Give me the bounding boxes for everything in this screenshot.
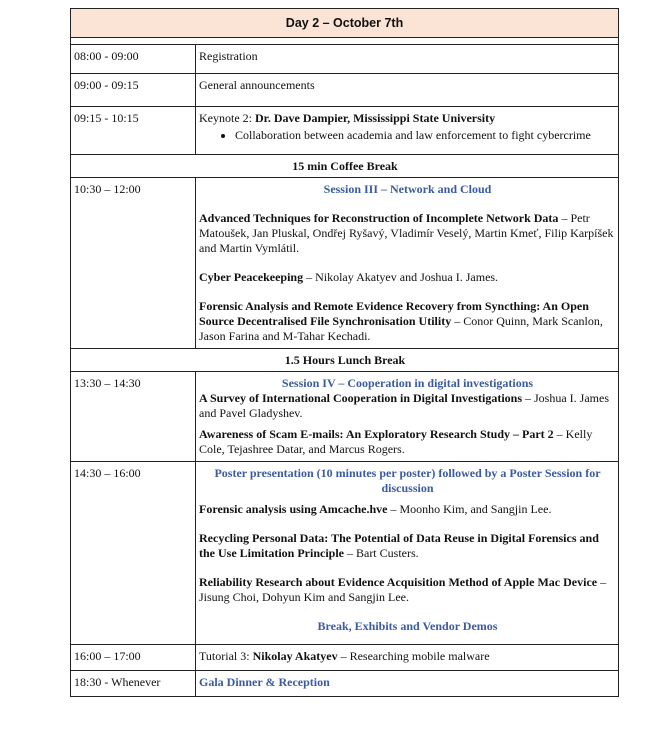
keynote-row	[71, 107, 619, 155]
tutorial-topic: – Researching mobile malware	[337, 649, 490, 663]
talk-title: Cyber Peacekeeping	[199, 270, 304, 284]
talk-title: A Survey of International Cooperation in Digital Investigations	[199, 391, 523, 405]
talk-authors: – Bart Custers.	[343, 546, 419, 560]
talk-title: Recycling Personal Data: The Potential of Data Reuse in Digital Forensics and the Use Limitation Principle	[199, 531, 599, 560]
event-cell: General announcements	[196, 74, 619, 107]
keynote-bullets	[199, 128, 616, 143]
lunch-break-label: 1.5 Hours Lunch Break	[71, 349, 619, 372]
posters-row	[71, 462, 619, 645]
talk	[199, 270, 616, 285]
separator-row	[71, 38, 619, 45]
day-header-row	[71, 9, 619, 38]
event-cell	[196, 462, 619, 645]
gala-row	[71, 671, 619, 697]
talk	[199, 391, 616, 421]
tutorial-speaker: Nikolay Akatyev	[252, 649, 338, 663]
talk-authors: – Moonho Kim, and Sangjin Lee.	[387, 502, 552, 516]
time-cell: 13:30 – 14:30	[71, 372, 196, 462]
tutorial-row	[71, 645, 619, 671]
time-cell: 09:00 - 09:15	[71, 74, 196, 107]
time-cell: 08:00 - 09:00	[71, 45, 196, 74]
tutorial-prefix: Tutorial 3:	[199, 649, 253, 663]
talk	[199, 211, 616, 256]
session-title: Session IV – Cooperation in digital investigations	[281, 376, 534, 390]
session-title: Session III – Network and Cloud	[323, 182, 492, 196]
talk-title: Reliability Research about Evidence Acquisition Method of Apple Mac Device	[199, 575, 598, 589]
day-header: Day 2 – October 7th	[71, 9, 619, 38]
talk	[199, 427, 616, 457]
coffee-break-row	[71, 155, 619, 178]
event-cell	[196, 372, 619, 462]
talk-authors: – Jisung Choi, Dohyun Kim and Sangjin Lee.	[199, 575, 607, 604]
keynote-prefix: Keynote 2:	[199, 111, 255, 125]
session-title: Poster presentation (10 minutes per poster) followed by a Poster Session for discussion	[214, 466, 601, 495]
registration-row	[71, 45, 619, 74]
session4-row	[71, 372, 619, 462]
talk	[199, 531, 616, 561]
schedule-table	[70, 8, 619, 697]
talk-title: Awareness of Scam E-mails: An Exploratory Research Study – Part 2	[199, 427, 554, 441]
talk-authors: – Kelly Cole, Tejashree Datar, and Marcus Rogers.	[199, 427, 593, 456]
event-cell: Gala Dinner & Reception	[196, 671, 619, 697]
talk	[199, 299, 616, 344]
event-cell: Registration	[196, 45, 619, 74]
time-cell: 14:30 – 16:00	[71, 462, 196, 645]
keynote-speaker: Dr. Dave Dampier, Mississippi State University	[255, 111, 496, 125]
session3-row	[71, 178, 619, 349]
time-cell: 10:30 – 12:00	[71, 178, 196, 349]
talk-authors: – Conor Quinn, Mark Scanlon, Jason Farina and M-Tahar Kechadi.	[199, 314, 603, 343]
talk-title: Forensic analysis using Amcache.hve	[199, 502, 388, 516]
talk-title: Forensic Analysis and Remote Evidence Recovery from Syncthing: An Open Source Decentralised File Synchronisation Utility	[199, 299, 589, 328]
event-cell	[196, 645, 619, 671]
talk-title: Advanced Techniques for Reconstruction of Incomplete Network Data	[199, 211, 559, 225]
talk-authors: – Petr Matoušek, Jan Pluskal, Ondřej Ryšavý, Vladimír Veselý, Martin Kmeť, Filip Karpíšek and Martin Vymlátil.	[199, 211, 614, 255]
schedule-page	[70, 8, 618, 697]
keynote-topic: • Collaboration between academia and law enforcement to fight cybercrime	[235, 128, 616, 143]
break-exhibits-label: Break, Exhibits and Vendor Demos	[317, 619, 498, 633]
event-cell	[196, 178, 619, 349]
time-cell: 18:30 - Whenever	[71, 671, 196, 697]
talk-authors: – Joshua I. James and Pavel Gladyshev.	[199, 391, 610, 420]
time-cell: 16:00 – 17:00	[71, 645, 196, 671]
talk-authors: – Nikolay Akatyev and Joshua I. James.	[303, 270, 499, 284]
time-cell: 09:15 - 10:15	[71, 107, 196, 155]
event-cell	[196, 107, 619, 155]
coffee-break-label: 15 min Coffee Break	[71, 155, 619, 178]
announcements-row	[71, 74, 619, 107]
talk	[199, 575, 616, 605]
lunch-break-row	[71, 349, 619, 372]
talk	[199, 502, 616, 517]
